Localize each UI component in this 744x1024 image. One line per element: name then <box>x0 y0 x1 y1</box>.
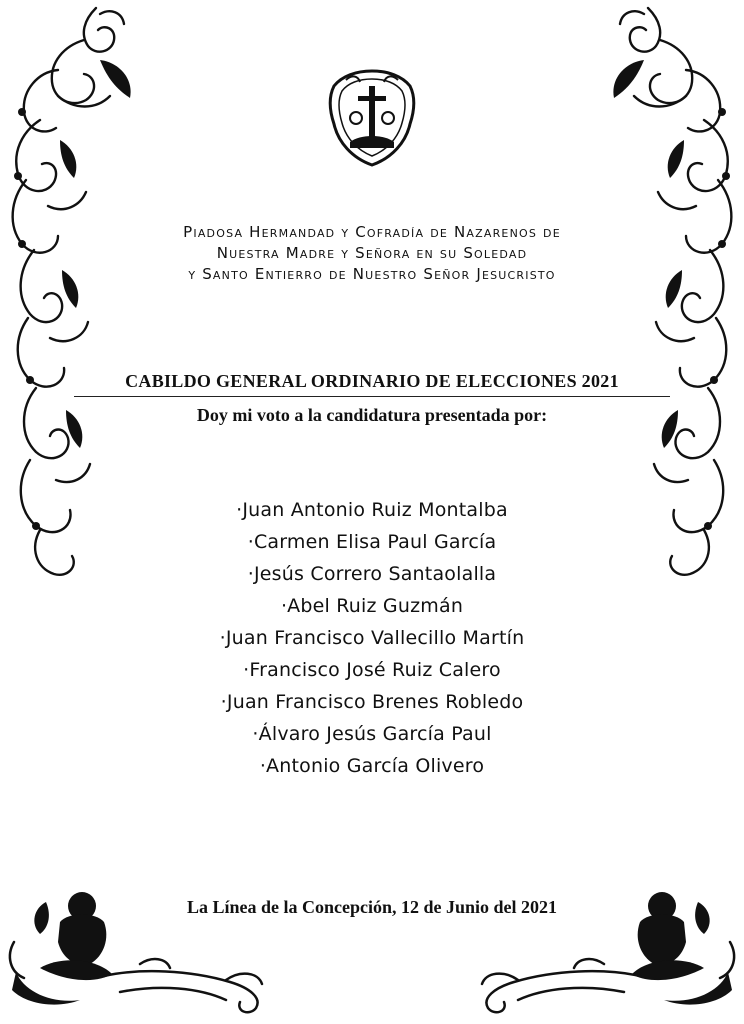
candidate-item: ·Álvaro Jesús García Paul <box>252 723 492 745</box>
ballot-subheading: Doy mi voto a la candidatura presentada por: <box>196 405 548 425</box>
candidate-item: ·Juan Antonio Ruiz Montalba <box>236 499 508 521</box>
organization-line-3: y Santo Entierro de Nuestro Señor Jesucristo <box>188 265 556 283</box>
ballot-heading: CABILDO GENERAL ORDINARIO DE ELECCIONES 2021 <box>125 371 619 391</box>
candidate-item: ·Abel Ruiz Guzmán <box>280 595 464 617</box>
organization-line-2: Nuestra Madre y Señora en su Soledad <box>216 244 528 262</box>
bottom-right-cherub-ornament <box>444 872 744 1022</box>
place-and-date: La Línea de la Concepción, 12 de Junio del 2021 <box>186 897 558 917</box>
candidate-item: ·Jesús Correro Santaolalla <box>247 563 497 585</box>
candidate-item: ·Juan Francisco Vallecillo Martín <box>219 627 525 649</box>
heading-underline <box>74 396 670 397</box>
organization-line-1: Piadosa Hermandad y Cofradía de Nazarenos de <box>183 223 561 241</box>
candidate-list <box>120 494 624 782</box>
organization-name <box>60 222 684 285</box>
candidate-item: ·Carmen Elisa Paul García <box>247 531 497 553</box>
bottom-left-cherub-ornament <box>0 872 300 1022</box>
candidate-item: ·Antonio García Olivero <box>259 755 485 777</box>
brotherhood-crest-emblem <box>326 68 418 168</box>
candidate-item: ·Francisco José Ruiz Calero <box>243 659 501 681</box>
candidate-item: ·Juan Francisco Brenes Robledo <box>220 691 524 713</box>
